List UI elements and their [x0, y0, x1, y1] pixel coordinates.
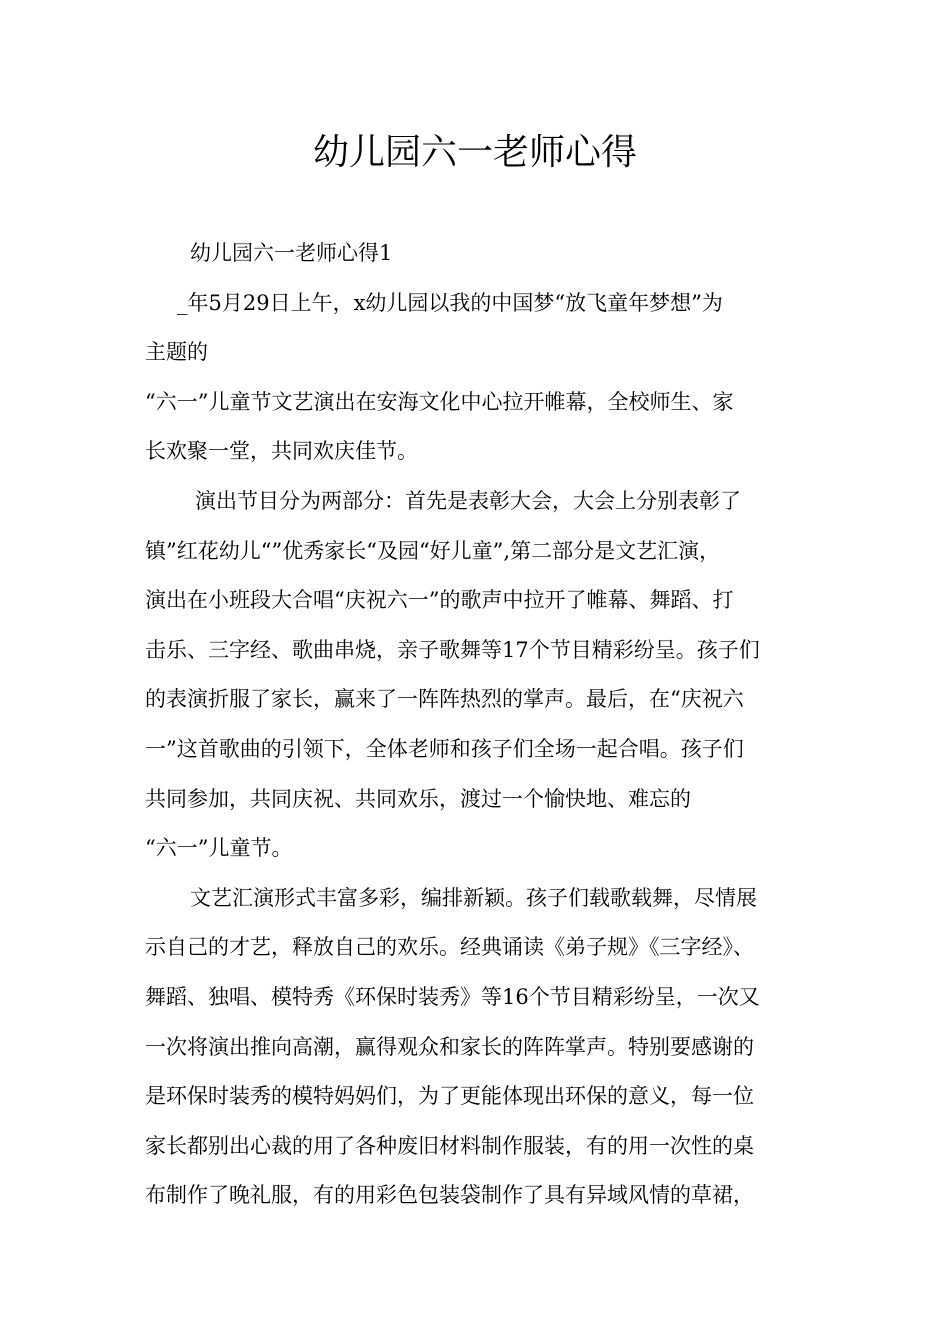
text-line: 一”这首歌曲的引领下，全体老师和孩子们全场一起合唱。孩子们 [145, 736, 744, 761]
text-line: 示自己的才艺，释放自己的欢乐。经典诵读《弟子规》《三字经》、 [145, 935, 754, 960]
document-body [145, 229, 825, 1221]
text-line: 一次将演出推向高潮，赢得观众和家长的阵阵掌声。特别要感谢的 [145, 1034, 754, 1059]
text-line: 共同参加，共同庆祝、共同欢乐，渡过一个愉快地、难忘的 [145, 786, 691, 811]
text-line: 的表演折服了家长，赢来了一阵阵热烈的掌声。最后，在“庆祝六 [145, 687, 744, 712]
text-line: “六一”儿童节。 [145, 836, 293, 861]
text-line: 演出节目分为两部分：首先是表彰大会，大会上分别表彰了 [195, 488, 741, 513]
text-line: 主题的 [145, 340, 208, 365]
section-heading: 幼儿园六一老师心得1 [190, 241, 393, 265]
text-line: 家长都别出心裁的用了各种废旧材料制作服装，有的用一次性的桌 [145, 1133, 754, 1158]
text-line: 布制作了晚礼服，有的用彩色包装袋制作了具有异域风情的草裙， [145, 1183, 754, 1208]
document-title: 幼儿园六一老师心得 [312, 132, 637, 173]
text-line: 是环保时装秀的模特妈妈们，为了更能体现出环保的意义，每一位 [145, 1084, 754, 1109]
text-line: “六一”儿童节文艺演出在安海文化中心拉开帷幕，全校师生、家 [145, 389, 734, 414]
text-line: 文艺汇演形式丰富多彩，编排新颖。孩子们载歌载舞，尽情展 [190, 885, 757, 910]
text-line: 长欢聚一堂，共同欢庆佳节。 [145, 439, 418, 464]
text-line: 演出在小班段大合唱“庆祝六一”的歌声中拉开了帷幕、舞蹈、打 [145, 588, 734, 613]
text-line: 舞蹈、独唱、模特秀《环保时装秀》等16个节目精彩纷呈，一次又 [145, 984, 760, 1009]
text-line: 镇”红花幼儿“”优秀家长“及园“好儿童”,第二部分是文艺汇演， [145, 538, 721, 563]
text-line: _年5月29日上午，x幼儿园以我的中国梦“放飞童年梦想”为 [177, 290, 723, 315]
text-line: 击乐、三字经、歌曲串烧，亲子歌舞等17个节目精彩纷呈。孩子们 [145, 637, 760, 662]
